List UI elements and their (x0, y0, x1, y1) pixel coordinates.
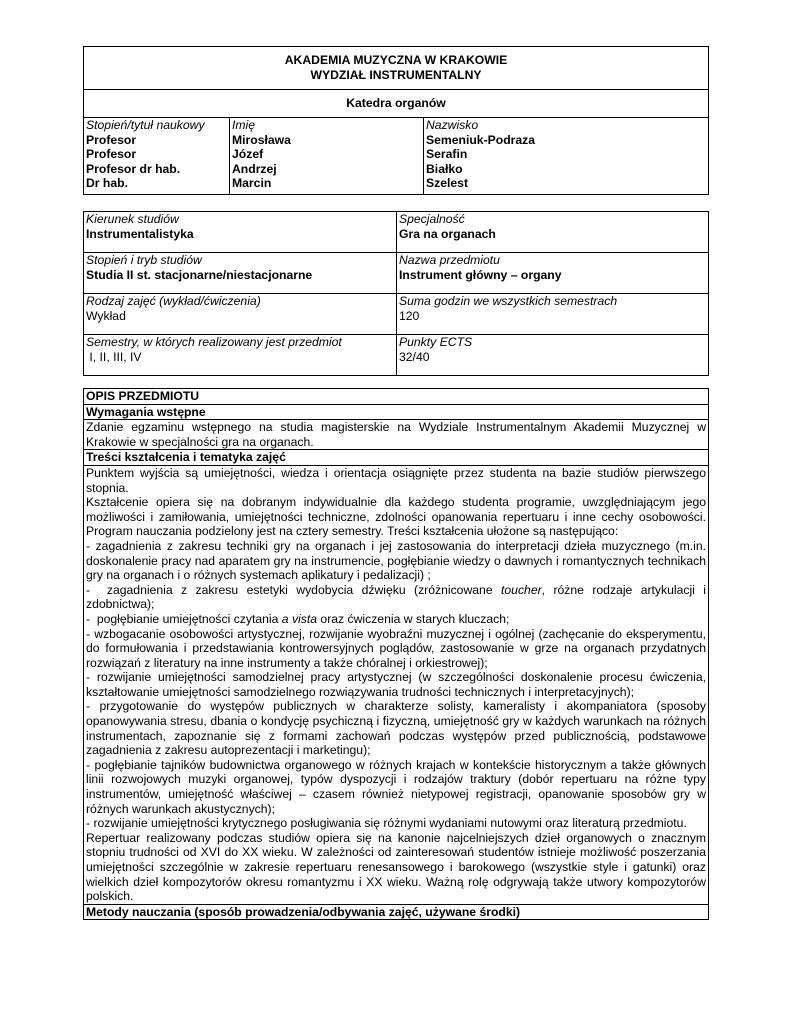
emphasis-term: a vista (281, 611, 318, 626)
content-bullet: - przygotowanie do występów publicznych w charakterze solisty, kameralisty i akompaniatora (sposoby opanowywania stresu, dbania o kondycję psychiczną i fizyczną, umiejętność gry w każdych warunkach na różnych instrumentach, zapoznanie się z formami zachowań podczas występów przed publicznością, podstawowe zagadnienia z zakresu autoprezentacji i marketingu); (86, 699, 706, 758)
description-title: OPIS PRZEDMIOTU (84, 389, 709, 405)
study-info-table (83, 211, 709, 376)
info-row (84, 253, 709, 294)
emphasis-term: toucher (501, 582, 542, 597)
first-name-column (230, 118, 424, 195)
info-label: Semestry, w których realizowany jest przedmiot (86, 335, 342, 349)
institution-cell (84, 47, 709, 90)
info-value: 120 (399, 308, 420, 323)
degree-column (84, 118, 230, 195)
prerequisites-text: Zdanie egzaminu wstępnego na studia magisterskie na Wydziale Instrumentalnym Akademii Muzycznej w Krakowie w specjalności gra na organach. (84, 420, 709, 450)
info-label: Rodzaj zajęć (wykład/ćwiczenia) (86, 294, 261, 308)
info-value: Instrument główny – organy (399, 267, 562, 282)
info-label: Suma godzin we wszystkich semestrach (399, 294, 618, 308)
info-value: Studia II st. stacjonarne/niestacjonarne (86, 267, 313, 282)
content-bullet: - pogłębianie tajników budownictwa organowego w różnych krajach w kontekście historycznym a także głównych linii rozwojowych muzyki organowej, typów dyspozycji i rodzajów traktury (dobór repertuaru na różne typy instrumentów, umiejętność właściwej – czasem również nietypowej registracji, opanowanie sposobów gry w różnych warunkach akustycznych); (86, 757, 706, 816)
staff-degree: Profesor dr hab. (86, 161, 181, 176)
staff-first-name: Mirosława (232, 132, 291, 147)
info-label: Stopień i tryb studiów (86, 253, 202, 267)
content-bullet: - rozwijanie umiejętności krytycznego posługiwania się różnymi wydaniami nutowymi oraz literaturą przedmiotu. (86, 816, 687, 831)
content-bullet: - zagadnienia z zakresu estetyki wydobycia dźwięku (zróżnicowane toucher, różne rodzaje artykulacji i zdobnictwa); (86, 582, 706, 612)
info-value: I, II, III, IV (86, 349, 142, 364)
info-value: 32/40 (399, 349, 430, 364)
info-row (84, 335, 709, 376)
content-bullet: - pogłębianie umiejętności czytania a vista oraz ćwiczenia w starych kluczach; (86, 611, 510, 626)
info-label: Nazwa przedmiotu (399, 253, 500, 267)
semesters-cell (84, 335, 397, 376)
staff-first-name: Andrzej (232, 161, 277, 176)
info-value: Gra na organach (399, 226, 496, 241)
ects-cell (397, 335, 709, 376)
faculty-name: WYDZIAŁ INSTRUMENTALNY (310, 68, 482, 82)
info-value: Instrumentalistyka (86, 226, 194, 241)
total-hours-cell (397, 294, 709, 335)
header-table (83, 46, 709, 195)
first-name-column-header: Imię (232, 118, 256, 132)
content-bullet: - zagadnienia z zakresu techniki gry na organach i jej zastosowania do interpretacji dzieła muzycznego (m.in. doskonalenie pracy nad aparatem gry na instrumencie, pogłębianie wiedzy o dawnych i romantycznych technikach gry na organach i o różnych systemach aplikatury i pedalizacji) ; (86, 538, 706, 583)
course-name-cell (397, 253, 709, 294)
prerequisites-heading: Wymagania wstępne (84, 404, 709, 420)
info-label: Kierunek studiów (86, 212, 179, 226)
methods-heading: Metody nauczania (sposób prowadzenia/odbywania zajęć, używane środki) (84, 904, 709, 920)
staff-degree: Dr hab. (86, 176, 128, 191)
last-name-column-header: Nazwisko (426, 118, 479, 132)
content-heading: Treści kształcenia i tematyka zajęć (84, 450, 709, 466)
info-row (84, 294, 709, 335)
study-level-cell (84, 253, 397, 294)
staff-last-name: Semeniuk-Podraza (426, 132, 536, 147)
staff-first-name: Józef (232, 147, 264, 162)
specialty-cell (397, 212, 709, 253)
degree-column-header: Stopień/tytuł naukowy (86, 118, 205, 132)
class-type-cell (84, 294, 397, 335)
department-name: Katedra organów (84, 90, 709, 118)
field-of-study-cell (84, 212, 397, 253)
info-row (84, 212, 709, 253)
course-description-table (83, 388, 709, 920)
content-bullet: - rozwijanie umiejętności samodzielnej pracy artystycznej (w szczególności doskonalenie procesu ćwiczenia, kształtowanie umiejętności samodzielnego rozwiązywania trudności technicznych i interpretacyjnych); (86, 670, 706, 699)
content-body (84, 465, 709, 904)
content-paragraph: Kształcenie opiera się na dobranym indywidualnie dla każdego studenta programie, uwzględniającym jego możliwości i zamiłowania, umiejętności techniczne, zdolności opanowania repertuaru i inne cechy osobowości. Program nauczania podzielony jest na cztery semestry. Treści kształcenia ułożone są następująco: (86, 495, 706, 539)
content-paragraph: Repertuar realizowany podczas studiów opiera się na kanonie najcelniejszych dzieł organowych o znacznym stopniu trudności od XVI do XX wieku. W zależności od zainteresowań studentów istnieje możliwość poszerzania umiejętności szczególnie w zakresie repertuaru renesansowego i barokowego (wszystkie style i gatunki) oraz wielkich dzieł kompozytorów okresu romantyzmu i XX wieku. Ważną rolę odgrywają także utwory kompozytorów polskich. (86, 830, 706, 904)
content-bullet: - wzbogacanie osobowości artystycznej, rozwijanie wyobraźni muzycznej i ogólnej (zachęcanie do eksperymentu, do formułowania i przedstawiania kontrowersyjnych poglądów, zastosowanie w grze na organach przydatnych rozwiązań z literatury na inne instrumenty a także chóralnej i orkiestrowej); (86, 626, 706, 670)
staff-degree: Profesor (86, 147, 137, 162)
info-label: Punkty ECTS (399, 335, 473, 349)
staff-last-name: Szelest (426, 176, 469, 191)
info-value: Wykład (86, 308, 126, 323)
info-label: Specjalność (399, 212, 465, 226)
content-paragraph: Punktem wyjścia są umiejętności, wiedza i orientacja osiągnięte przez studenta na bazie studiów pierwszego stopnia. (86, 465, 706, 495)
staff-last-name: Białko (426, 161, 463, 176)
university-name: AKADEMIA MUZYCZNA W KRAKOWIE (284, 53, 508, 68)
last-name-column (424, 118, 709, 195)
staff-first-name: Marcin (232, 176, 272, 191)
staff-last-name: Serafin (426, 147, 468, 162)
staff-degree: Profesor (86, 132, 137, 147)
